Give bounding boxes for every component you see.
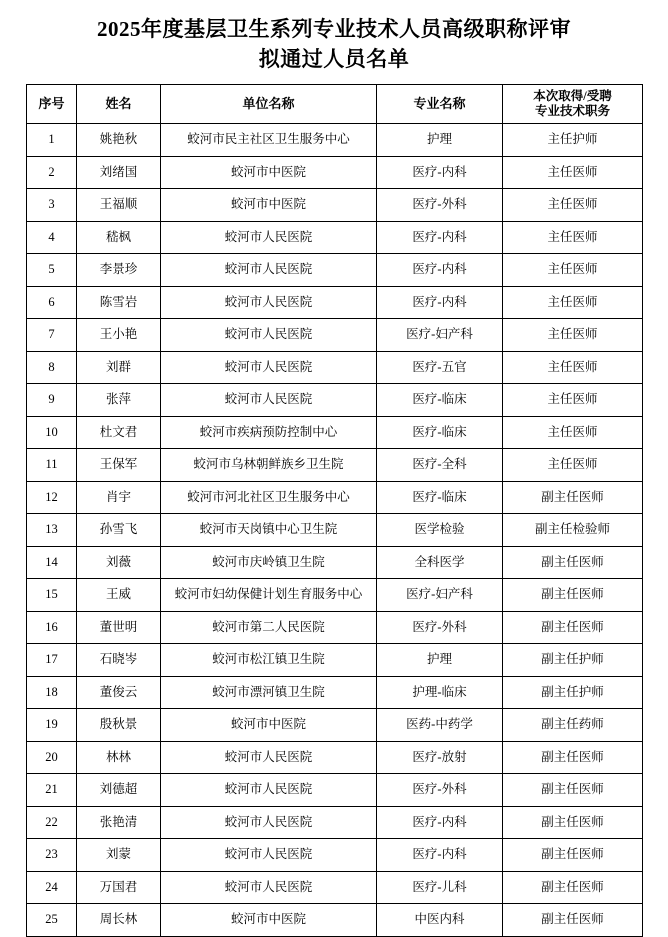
cell-major: 医疗-临床 [377,384,503,417]
cell-seq: 14 [27,546,77,579]
cell-name: 董世明 [77,611,161,644]
cell-title: 主任医师 [503,351,643,384]
cell-name: 嵇枫 [77,221,161,254]
cell-title: 副主任医师 [503,871,643,904]
table-header [27,85,643,124]
cell-title: 副主任医师 [503,546,643,579]
cell-major: 医疗-五官 [377,351,503,384]
table-body [27,124,643,937]
cell-seq: 4 [27,221,77,254]
table-row [27,254,643,287]
cell-title: 副主任护师 [503,676,643,709]
table-row [27,286,643,319]
cell-unit: 蛟河市松江镇卫生院 [161,644,377,677]
cell-unit: 蛟河市人民医院 [161,774,377,807]
cell-title: 副主任医师 [503,839,643,872]
roster-table [26,84,643,937]
cell-title: 主任医师 [503,449,643,482]
cell-major: 医疗-外科 [377,189,503,222]
cell-name: 王福顺 [77,189,161,222]
cell-unit: 蛟河市人民医院 [161,221,377,254]
cell-title: 主任医师 [503,221,643,254]
cell-major: 医疗-临床 [377,416,503,449]
cell-unit: 蛟河市民主社区卫生服务中心 [161,124,377,157]
cell-unit: 蛟河市人民医院 [161,384,377,417]
cell-major: 护理 [377,644,503,677]
cell-unit: 蛟河市中医院 [161,156,377,189]
cell-seq: 7 [27,319,77,352]
cell-title: 主任护师 [503,124,643,157]
page-title-line-2: 拟通过人员名单 [258,47,410,71]
table-row [27,189,643,222]
table-row [27,871,643,904]
cell-seq: 23 [27,839,77,872]
cell-unit: 蛟河市人民医院 [161,871,377,904]
cell-major: 医疗-儿科 [377,871,503,904]
cell-seq: 22 [27,806,77,839]
cell-seq: 2 [27,156,77,189]
cell-unit: 蛟河市人民医院 [161,741,377,774]
cell-title: 副主任检验师 [503,514,643,547]
cell-title: 主任医师 [503,286,643,319]
cell-seq: 18 [27,676,77,709]
cell-unit: 蛟河市人民医院 [161,286,377,319]
cell-major: 护理-临床 [377,676,503,709]
cell-major: 医药-中药学 [377,709,503,742]
cell-major: 医疗-放射 [377,741,503,774]
cell-unit: 蛟河市人民医院 [161,806,377,839]
cell-title: 主任医师 [503,189,643,222]
column-header-title [503,85,643,124]
cell-title: 主任医师 [503,416,643,449]
cell-major: 医疗-外科 [377,611,503,644]
cell-seq: 24 [27,871,77,904]
table-row [27,774,643,807]
cell-major: 医疗-内科 [377,806,503,839]
cell-seq: 21 [27,774,77,807]
cell-unit: 蛟河市中医院 [161,189,377,222]
table-row [27,221,643,254]
cell-major: 护理 [377,124,503,157]
cell-unit: 蛟河市人民医院 [161,839,377,872]
table-row [27,449,643,482]
cell-seq: 6 [27,286,77,319]
table-row [27,351,643,384]
table-row [27,514,643,547]
cell-major: 医疗-内科 [377,254,503,287]
table-row [27,904,643,937]
table-row [27,546,643,579]
cell-seq: 11 [27,449,77,482]
cell-name: 陈雪岩 [77,286,161,319]
cell-major: 中医内科 [377,904,503,937]
cell-major: 医疗-妇产科 [377,319,503,352]
cell-title: 副主任医师 [503,741,643,774]
cell-name: 刘德超 [77,774,161,807]
table-row [27,481,643,514]
table-row [27,741,643,774]
cell-name: 刘薇 [77,546,161,579]
table-row [27,416,643,449]
cell-title: 副主任医师 [503,904,643,937]
cell-seq: 19 [27,709,77,742]
table-row [27,806,643,839]
cell-name: 刘蒙 [77,839,161,872]
cell-major: 医学检验 [377,514,503,547]
page-title-line-1: 2025年度基层卫生系列专业技术人员高级职称评审 [97,17,571,41]
cell-name: 董俊云 [77,676,161,709]
cell-title: 主任医师 [503,319,643,352]
cell-name: 张艳清 [77,806,161,839]
cell-unit: 蛟河市漂河镇卫生院 [161,676,377,709]
cell-name: 李景珍 [77,254,161,287]
cell-name: 石晓岑 [77,644,161,677]
table-header-row [27,85,643,124]
cell-title: 副主任医师 [503,611,643,644]
page-title [26,14,642,74]
cell-title: 副主任医师 [503,806,643,839]
table-row [27,839,643,872]
column-header-title-line-1: 本次取得/受聘 [533,89,612,103]
cell-unit: 蛟河市乌林朝鲜族乡卫生院 [161,449,377,482]
cell-name: 王小艳 [77,319,161,352]
cell-seq: 8 [27,351,77,384]
cell-name: 刘绪国 [77,156,161,189]
cell-seq: 12 [27,481,77,514]
cell-name: 姚艳秋 [77,124,161,157]
cell-name: 周长林 [77,904,161,937]
cell-title: 副主任药师 [503,709,643,742]
table-row [27,709,643,742]
cell-seq: 25 [27,904,77,937]
cell-name: 王威 [77,579,161,612]
cell-name: 刘群 [77,351,161,384]
table-row [27,611,643,644]
cell-major: 医疗-内科 [377,839,503,872]
cell-unit: 蛟河市河北社区卫生服务中心 [161,481,377,514]
cell-name: 张萍 [77,384,161,417]
cell-major: 医疗-临床 [377,481,503,514]
cell-name: 万国君 [77,871,161,904]
cell-major: 医疗-内科 [377,156,503,189]
cell-major: 医疗-内科 [377,286,503,319]
table-row [27,156,643,189]
cell-seq: 3 [27,189,77,222]
table-row [27,579,643,612]
cell-unit: 蛟河市庆岭镇卫生院 [161,546,377,579]
cell-seq: 13 [27,514,77,547]
cell-unit: 蛟河市人民医院 [161,351,377,384]
cell-seq: 1 [27,124,77,157]
cell-unit: 蛟河市第二人民医院 [161,611,377,644]
cell-unit: 蛟河市人民医院 [161,254,377,287]
column-header-major: 专业名称 [377,85,503,124]
cell-unit: 蛟河市中医院 [161,904,377,937]
cell-unit: 蛟河市妇幼保健计划生育服务中心 [161,579,377,612]
cell-title: 主任医师 [503,254,643,287]
cell-name: 王保军 [77,449,161,482]
cell-major: 医疗-全科 [377,449,503,482]
column-header-seq: 序号 [27,85,77,124]
cell-major: 医疗-外科 [377,774,503,807]
cell-unit: 蛟河市疾病预防控制中心 [161,416,377,449]
table-row [27,319,643,352]
cell-major: 医疗-内科 [377,221,503,254]
column-header-title-line-2: 专业技术职务 [534,104,610,118]
cell-seq: 20 [27,741,77,774]
cell-title: 副主任医师 [503,774,643,807]
cell-name: 孙雪飞 [77,514,161,547]
cell-name: 肖宇 [77,481,161,514]
cell-seq: 10 [27,416,77,449]
cell-seq: 16 [27,611,77,644]
cell-title: 主任医师 [503,156,643,189]
cell-unit: 蛟河市人民医院 [161,319,377,352]
table-row [27,124,643,157]
column-header-name: 姓名 [77,85,161,124]
cell-title: 副主任医师 [503,579,643,612]
cell-seq: 5 [27,254,77,287]
cell-name: 殷秋景 [77,709,161,742]
cell-title: 副主任护师 [503,644,643,677]
column-header-unit: 单位名称 [161,85,377,124]
cell-seq: 17 [27,644,77,677]
table-row [27,676,643,709]
table-row [27,644,643,677]
cell-unit: 蛟河市天岗镇中心卫生院 [161,514,377,547]
cell-name: 林林 [77,741,161,774]
cell-major: 全科医学 [377,546,503,579]
table-row [27,384,643,417]
cell-major: 医疗-妇产科 [377,579,503,612]
cell-title: 副主任医师 [503,481,643,514]
cell-seq: 9 [27,384,77,417]
cell-seq: 15 [27,579,77,612]
cell-name: 杜文君 [77,416,161,449]
cell-title: 主任医师 [503,384,643,417]
cell-unit: 蛟河市中医院 [161,709,377,742]
